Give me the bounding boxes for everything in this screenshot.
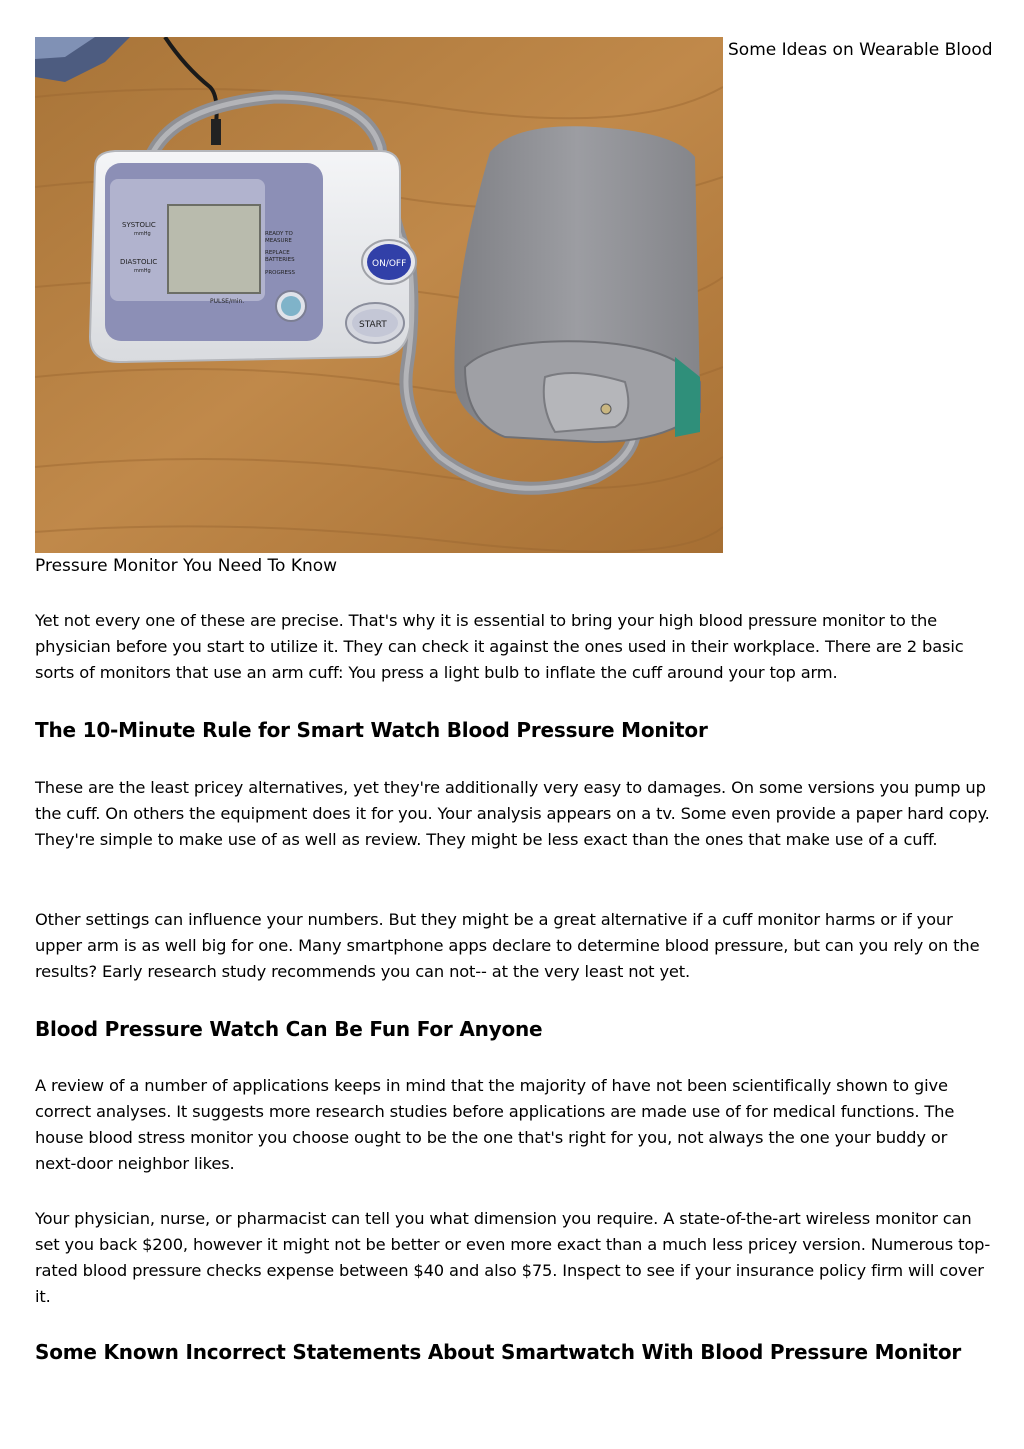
systolic-label: SYSTOLIC [122, 221, 156, 229]
paragraph-5: Your physician, nurse, or pharmacist can tell you what dimension you require. A state-of-the-art wireless monitor can set you back $200, however it might not be better or even more exact than a much less pricey version. Numerous top-rated blood pressure checks expense between $40 and also $75. Inspect to see if your insurance policy firm will cover it. [35, 1209, 991, 1306]
paragraph-1: Yet not every one of these are precise. That's why it is essential to bring your high blood pressure monitor to the physician before you start to utilize it. They can check it against the ones used in their workplace. There are 2 basic sorts of monitors that use an arm cuff: You press a light bulb to inflate the cuff around your top arm. [35, 611, 964, 682]
batteries-label: BATTERIES [265, 257, 295, 263]
section-heading-2: Blood Pressure Watch Can Be Fun For Anyone [35, 1017, 543, 1041]
measure-label: MEASURE [265, 238, 292, 244]
progress-label: PROGRESS [265, 270, 296, 276]
blood-pressure-monitor-photo [35, 37, 723, 553]
section-heading-1: The 10-Minute Rule for Smart Watch Blood Pressure Monitor [35, 718, 708, 742]
replace-label: REPLACE [265, 250, 290, 256]
start-label: START [359, 320, 387, 330]
paragraph-3: Other settings can influence your numbers. But they might be a great alternative if a cuff monitor harms or if your upper arm is as well big for one. Many smartphone apps declare to determine blood pressure, but can you rely on the results? Early research study recommends you can not-- at the very least not yet. [35, 910, 980, 981]
diastolic-unit: mmHg [134, 268, 151, 274]
ready-label: READY TO [265, 231, 293, 237]
systolic-unit: mmHg [134, 231, 151, 237]
paragraph-4: A review of a number of applications keeps in mind that the majority of have not been scientifically shown to give correct analyses. It suggests more research studies before applications are made use of for medical functions. The house blood stress monitor you choose ought to be the one that's right for you, not always the one your buddy or next-door neighbor likes. [35, 1076, 955, 1173]
paragraph-2: These are the least pricey alternatives, yet they're additionally very easy to damages. On some versions you pump up the cuff. On others the equipment does it for you. Your analysis appears on a tv. Some even provide a paper hard copy. They're simple to make use of as well as review. They might be less exact than the ones that make use of a cuff. [35, 778, 990, 849]
pulse-label: PULSE/min. [210, 298, 245, 305]
page-title-line-2: Pressure Monitor You Need To Know [35, 556, 338, 576]
page-title-line-1: Some Ideas on Wearable Blood [728, 40, 993, 60]
diastolic-label: DIASTOLIC [120, 258, 158, 266]
onoff-label: ON/OFF [372, 259, 407, 269]
section-heading-3: Some Known Incorrect Statements About Smartwatch With Blood Pressure Monitor [35, 1340, 962, 1364]
photo-illustration [35, 37, 723, 553]
